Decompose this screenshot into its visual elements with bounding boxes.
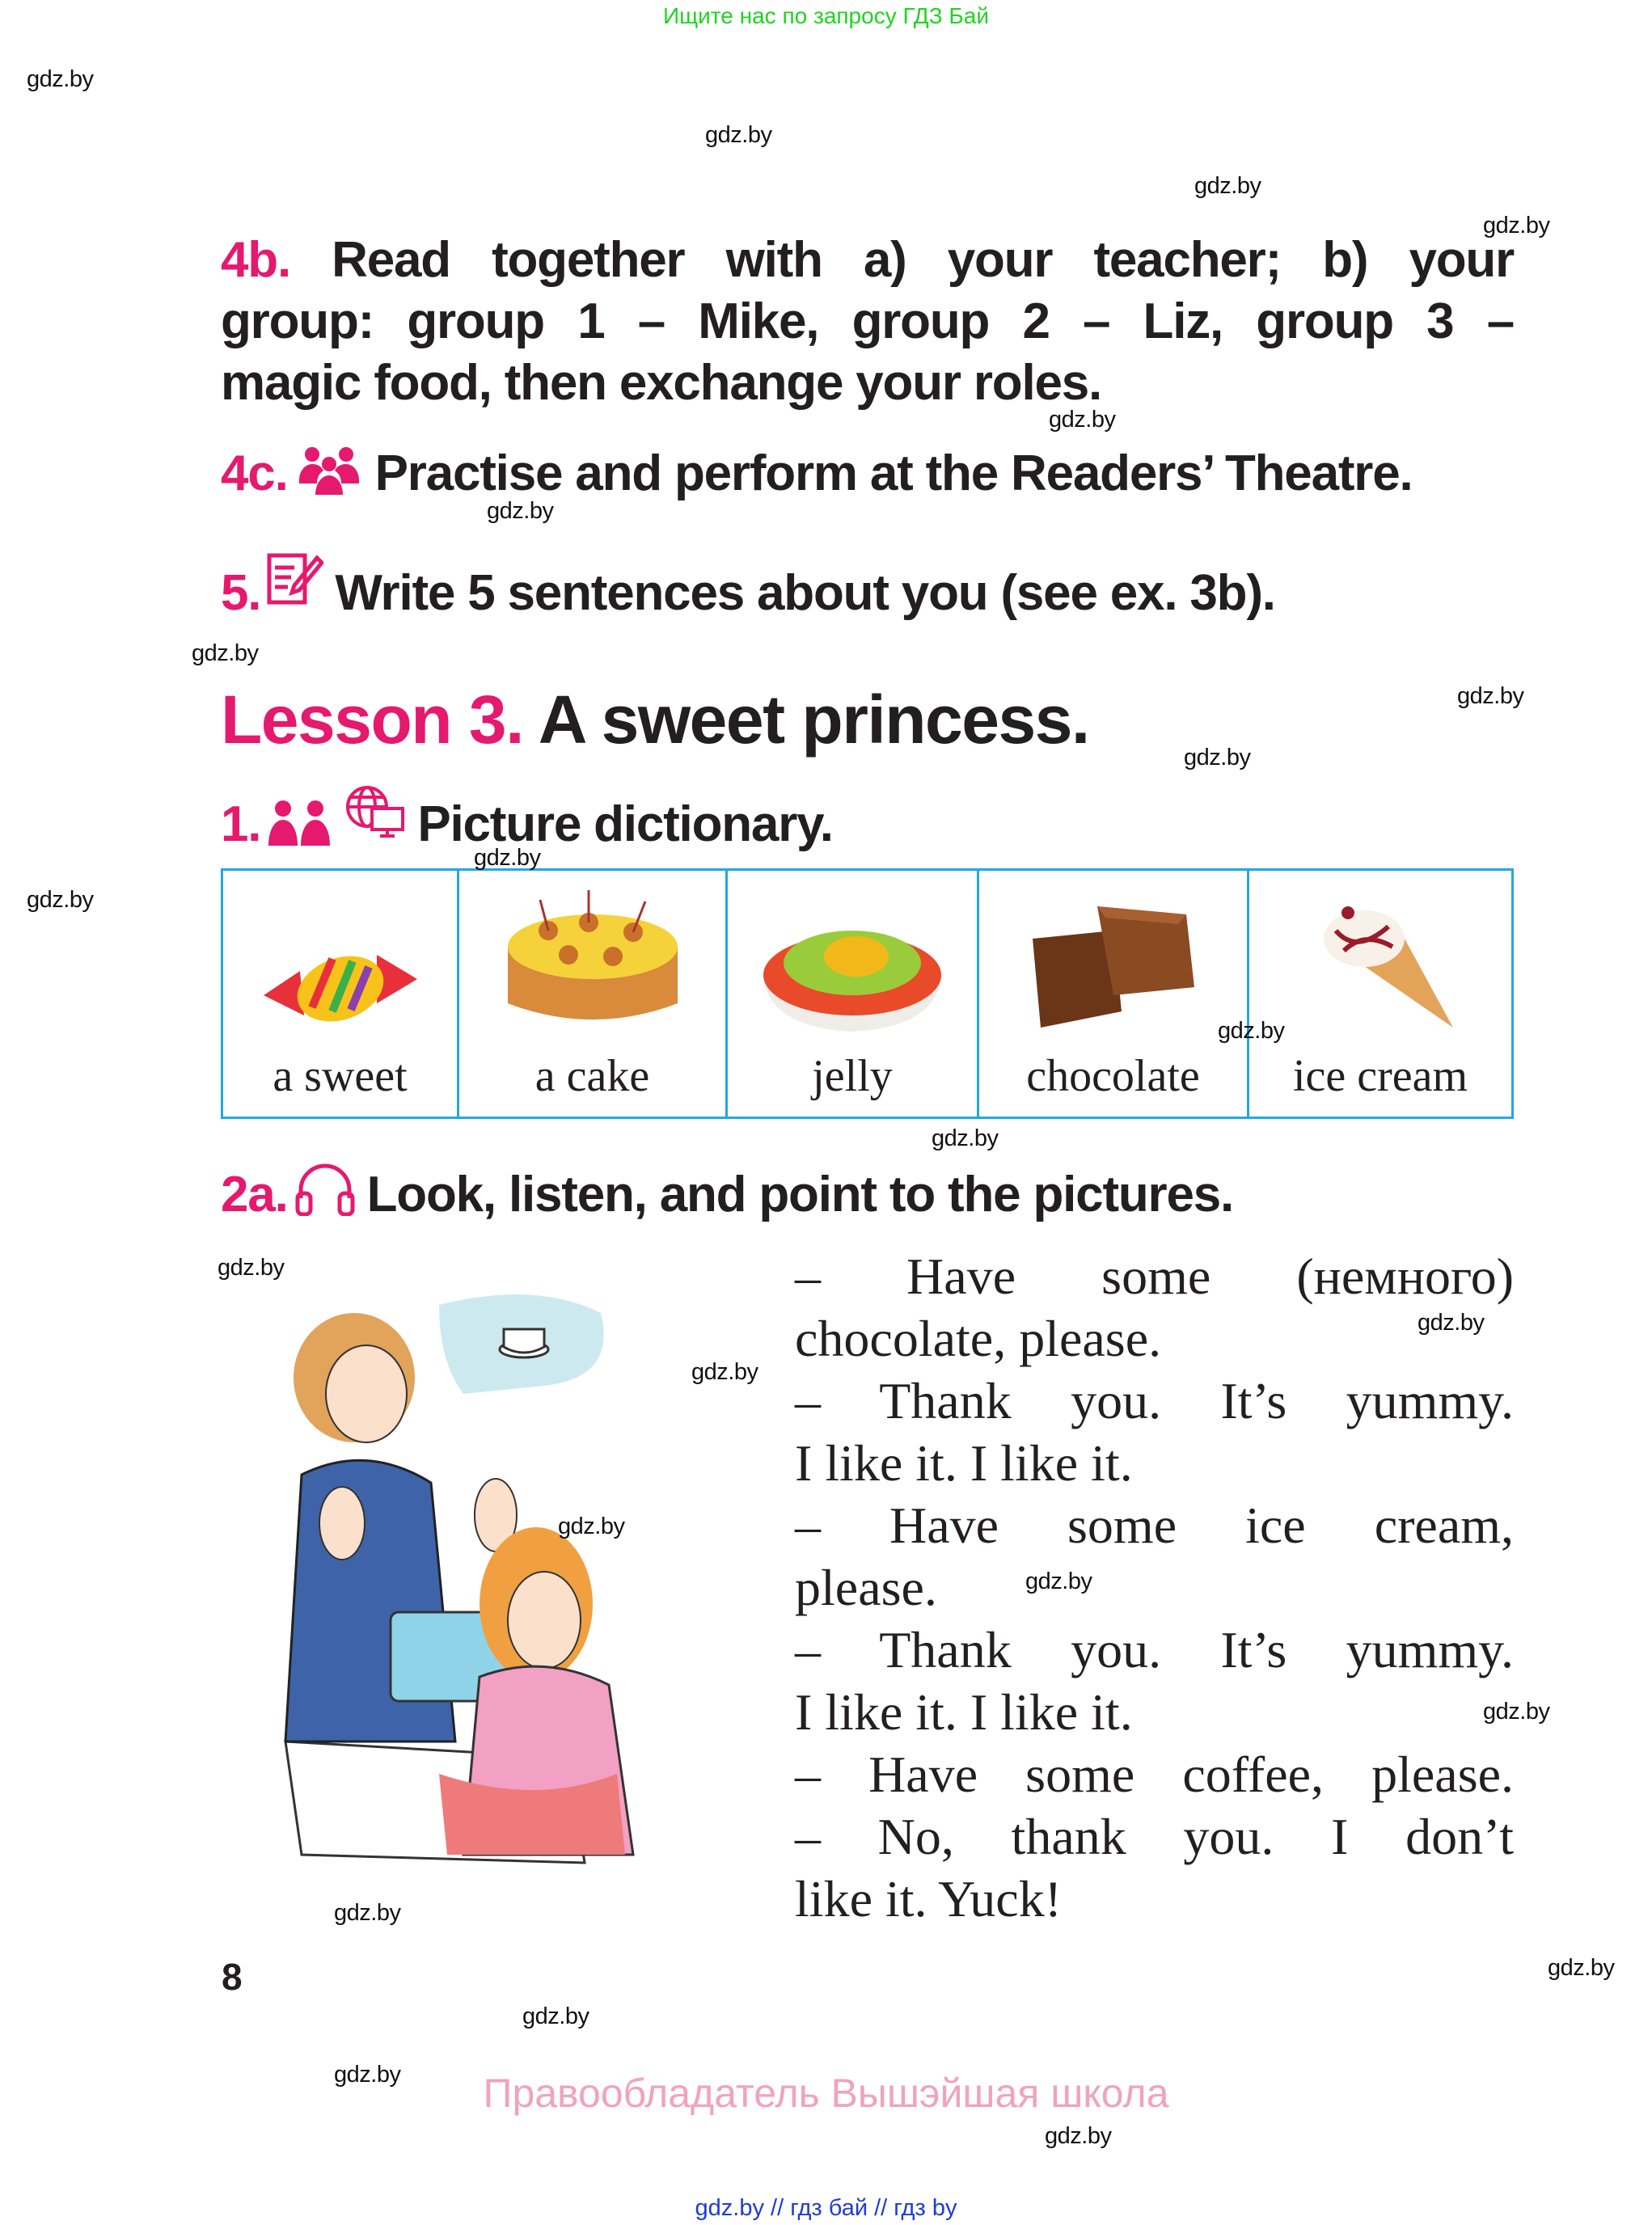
dialogue-line: – Have some ice cream,	[795, 1497, 1514, 1554]
dictionary-item	[978, 870, 1249, 1118]
watermark: gdz.by	[932, 1125, 999, 1151]
dialogue-illustration	[277, 1289, 714, 1883]
headphones-icon	[294, 1163, 356, 1231]
watermark: gdz.by	[1548, 1955, 1615, 1981]
watermark: gdz.by	[1457, 683, 1524, 709]
task-text: group: group 1 – Mike, group 2 – Liz, group 3 –	[221, 293, 1514, 349]
lesson-title: A sweet princess.	[538, 682, 1089, 758]
watermark: gdz.by	[1045, 2123, 1112, 2149]
watermark: gdz.by	[474, 845, 541, 871]
dialogue-line: chocolate, please.	[795, 1310, 1162, 1367]
task-number: 1.	[221, 796, 261, 852]
dialogue-text	[795, 1245, 1514, 1930]
dictionary-word: a sweet	[273, 1051, 408, 1101]
task-number: 4c.	[221, 445, 288, 501]
watermark: gdz.by	[1483, 1699, 1550, 1725]
task-number: 5.	[221, 565, 261, 621]
watermark: gdz.by	[27, 887, 94, 913]
dictionary-item	[458, 870, 727, 1118]
watermark: gdz.by	[1483, 213, 1550, 239]
globe-computer-icon	[344, 784, 406, 852]
watermark: gdz.by	[218, 1255, 285, 1281]
page-number: 8	[222, 1956, 243, 1998]
task-text: Read together with a) your teacher; b) your	[332, 232, 1514, 288]
task-5	[221, 553, 1514, 624]
watermark: gdz.by	[334, 1900, 401, 1926]
task-text: magic food, then exchange your roles.	[221, 355, 1102, 411]
watermark: gdz.by	[334, 2062, 401, 2088]
dictionary-item	[727, 870, 978, 1118]
dialogue-line: please.	[795, 1559, 937, 1616]
watermark: gdz.by	[1184, 745, 1251, 771]
search-hint: Ищите нас по запросу ГДЗ Бай	[662, 3, 990, 28]
ice-cream-picture	[1299, 898, 1461, 1036]
write-icon	[267, 553, 323, 621]
watermark: gdz.by	[487, 498, 554, 524]
task-2a	[221, 1163, 1514, 1231]
watermark: gdz.by	[1218, 1018, 1285, 1044]
watermark: gdz.by	[1049, 407, 1116, 433]
watermark: gdz.by	[691, 1359, 758, 1385]
group-icon	[294, 445, 364, 509]
dialogue-line: – Have some (немного)	[795, 1248, 1514, 1305]
dialogue-line: I like it. I like it.	[795, 1683, 1133, 1741]
watermark: gdz.by	[1194, 173, 1261, 199]
task-1	[221, 784, 1514, 860]
copyright-owner: Правообладатель Вышэйшая школа	[483, 2071, 1169, 2116]
lesson-label: Lesson 3.	[221, 682, 523, 758]
footer-links[interactable]: gdz.by // гдз бай // гдз by	[695, 2195, 957, 2221]
task-4c	[221, 443, 1514, 509]
dictionary-item	[222, 870, 458, 1118]
dialogue-line: like it. Yuck!	[795, 1870, 1062, 1927]
dictionary-word: chocolate	[1026, 1051, 1200, 1101]
dialogue-line: – Have some coffee, please.	[795, 1746, 1514, 1803]
watermark: gdz.by	[1418, 1310, 1485, 1336]
watermark: gdz.by	[522, 2003, 589, 2029]
watermark: gdz.by	[558, 1514, 625, 1539]
watermark: gdz.by	[705, 122, 772, 148]
lesson-heading	[221, 681, 1089, 759]
dialogue-line: – Thank you. It’s yummy.	[795, 1621, 1514, 1678]
task-text: Write 5 sentences about you (see ex. 3b).	[335, 565, 1275, 621]
dictionary-word: ice cream	[1292, 1051, 1468, 1101]
picture-dictionary	[221, 868, 1514, 1119]
task-4b	[221, 230, 1514, 414]
task-number: 4b.	[221, 232, 290, 288]
watermark: gdz.by	[27, 66, 94, 92]
watermark: gdz.by	[1025, 1568, 1092, 1594]
candy-picture	[256, 939, 425, 1036]
dictionary-word: jelly	[812, 1051, 893, 1101]
cake-picture	[492, 882, 694, 1036]
chocolate-picture	[1025, 898, 1202, 1036]
jelly-picture	[755, 906, 949, 1036]
dictionary-word: a cake	[534, 1051, 650, 1101]
dialogue-line: – Thank you. It’s yummy.	[795, 1372, 1514, 1429]
watermark: gdz.by	[192, 640, 259, 666]
task-text: Look, listen, and point to the pictures.	[366, 1167, 1234, 1222]
dialogue-line: – No, thank you. I don’t	[795, 1808, 1514, 1865]
task-number: 2a.	[221, 1167, 288, 1222]
pair-icon	[267, 799, 333, 860]
task-text: Practise and perform at the Readers’ Theatre.	[374, 445, 1413, 501]
dialogue-line: I like it. I like it.	[795, 1434, 1133, 1492]
dictionary-item	[1249, 870, 1513, 1118]
task-text: Picture dictionary.	[417, 796, 833, 852]
